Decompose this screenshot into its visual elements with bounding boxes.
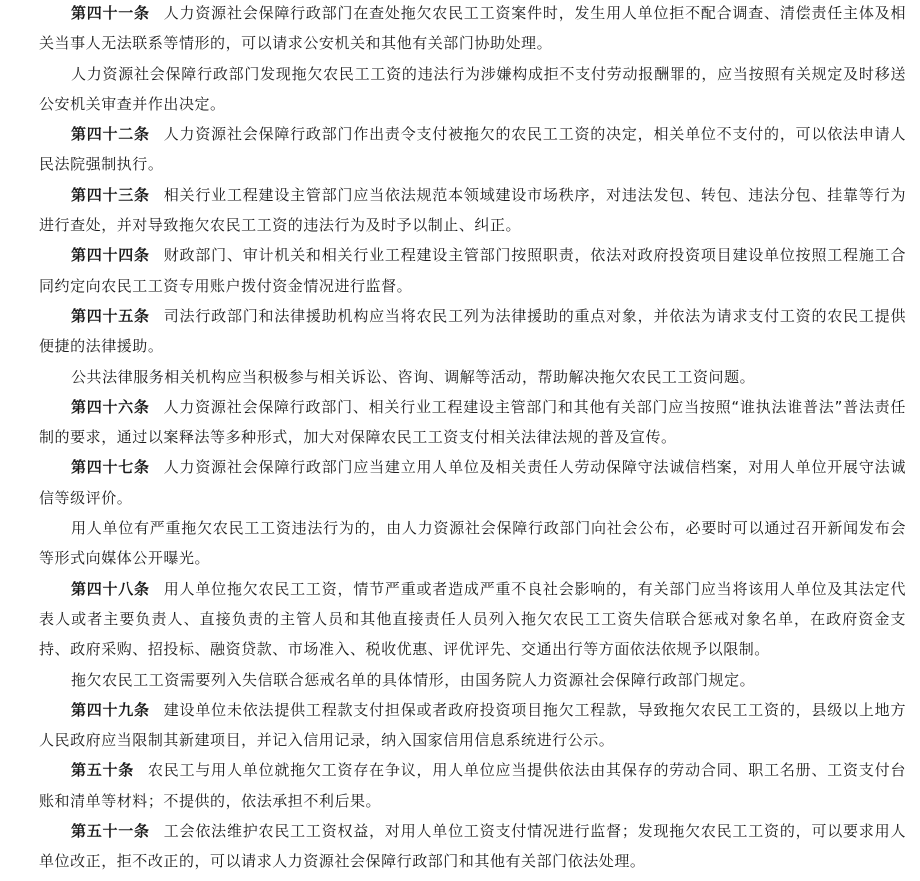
paragraph-text: 工会依法维护农民工工资权益，对用人单位工资支付情况进行监督；发现拖欠农民工工资的，可以要求用人单位改正，拒不改正的，可以请求人力资源社会保障行政部门和其他有关部门依法处理。: [39, 822, 906, 871]
paragraph-text: 用人单位拖欠农民工工资，情节严重或者造成严重不良社会影响的，有关部门应当将该用人单位及其法定代表人或者主要负责人、直接负责的主管人员和其他直接责任人员列入拖欠农民工工资失信联合惩戒对象名单，在政府资金支持、政府采购、招投标、融资贷款、市场准入、税收优惠、评优评先、交通出行等方面依法依规予以限制。: [39, 579, 906, 659]
paragraph-art48-2: [0, 665, 920, 695]
paragraph-art50: [0, 755, 920, 816]
paragraph-text: 财政部门、审计机关和相关行业工程建设主管部门按照职责，依法对政府投资项目建设单位按照工程施工合同约定向农民工工资专用账户拨付资金情况进行监督。: [39, 246, 906, 295]
paragraph-art49: [0, 695, 920, 756]
paragraph-art45: [0, 301, 920, 362]
article-number: 第四十七条: [71, 458, 150, 477]
paragraph-text: 农民工与用人单位就拖欠工资存在争议，用人单位应当提供依法由其保存的劳动合同、职工名册、工资支付台账和清单等材料；不提供的，依法承担不利后果。: [39, 761, 906, 810]
paragraph-text: 用人单位有严重拖欠农民工工资违法行为的，由人力资源社会保障行政部门向社会公布，必要时可以通过召开新闻发布会等形式向媒体公开曝光。: [39, 519, 906, 568]
article-number: 第四十五条: [71, 306, 150, 325]
paragraph-art42: [0, 119, 920, 180]
article-number: 第五十条: [71, 761, 134, 780]
paragraph-text: 人力资源社会保障行政部门作出责令支付被拖欠的农民工工资的决定，相关单位不支付的，可以依法申请人民法院强制执行。: [39, 125, 906, 174]
article-number: 第四十四条: [71, 246, 150, 265]
paragraph-text: 司法行政部门和法律援助机构应当将农民工列为法律援助的重点对象，并依法为请求支付工资的农民工提供便捷的法律援助。: [39, 306, 906, 356]
article-number: 第四十九条: [71, 700, 150, 719]
article-number: 第五十一条: [71, 822, 150, 841]
paragraph-art47-2: [0, 513, 920, 574]
paragraph-art41: [0, 0, 920, 59]
article-number: 第四十二条: [71, 125, 150, 144]
paragraph-art46: [0, 392, 920, 453]
paragraph-art47: [0, 452, 920, 513]
paragraph-text: 拖欠农民工工资需要列入失信联合惩戒名单的具体情形，由国务院人力资源社会保障行政部门规定。: [71, 670, 756, 689]
paragraph-art48: [0, 574, 920, 665]
paragraph-text: 公共法律服务相关机构应当积极参与相关诉讼、咨询、调解等活动，帮助解决拖欠农民工工资问题。: [71, 367, 756, 386]
article-number: 第四十六条: [71, 397, 150, 416]
article-number: 第四十八条: [71, 579, 150, 598]
paragraph-text: 人力资源社会保障行政部门在查处拖欠农民工工资案件时，发生用人单位拒不配合调查、清偿责任主体及相关当事人无法联系等情形的，可以请求公安机关和其他有关部门协助处理。: [39, 4, 906, 53]
article-number: 第四十一条: [71, 4, 150, 22]
paragraph-art41-2: [0, 59, 920, 120]
paragraph-text: 相关行业工程建设主管部门应当依法规范本领域建设市场秩序，对违法发包、转包、违法分包、挂靠等行为进行查处，并对导致拖欠农民工工资的违法行为及时予以制止、纠正。: [39, 185, 906, 235]
paragraph-text: 人力资源社会保障行政部门应当建立用人单位及相关责任人劳动保障守法诚信档案，对用人单位开展守法诚信等级评价。: [39, 458, 906, 507]
paragraph-art44: [0, 240, 920, 301]
paragraph-art43: [0, 180, 920, 241]
paragraph-art45-2: [0, 362, 920, 392]
paragraph-text: 人力资源社会保障行政部门、相关行业工程建设主管部门和其他有关部门应当按照“谁执法谁普法”普法责任制的要求，通过以案释法等多种形式，加大对保障农民工工资支付相关法律法规的普及宣传。: [39, 397, 906, 447]
paragraph-text: 建设单位未依法提供工程款支付担保或者政府投资项目拖欠工程款，导致拖欠农民工工资的，县级以上地方人民政府应当限制其新建项目，并记入信用记录，纳入国家信用信息系统进行公示。: [39, 700, 906, 750]
paragraph-art51: [0, 816, 920, 877]
article-number: 第四十三条: [71, 185, 150, 204]
paragraph-text: 人力资源社会保障行政部门发现拖欠农民工工资的违法行为涉嫌构成拒不支付劳动报酬罪的，应当按照有关规定及时移送公安机关审查并作出决定。: [39, 64, 906, 113]
